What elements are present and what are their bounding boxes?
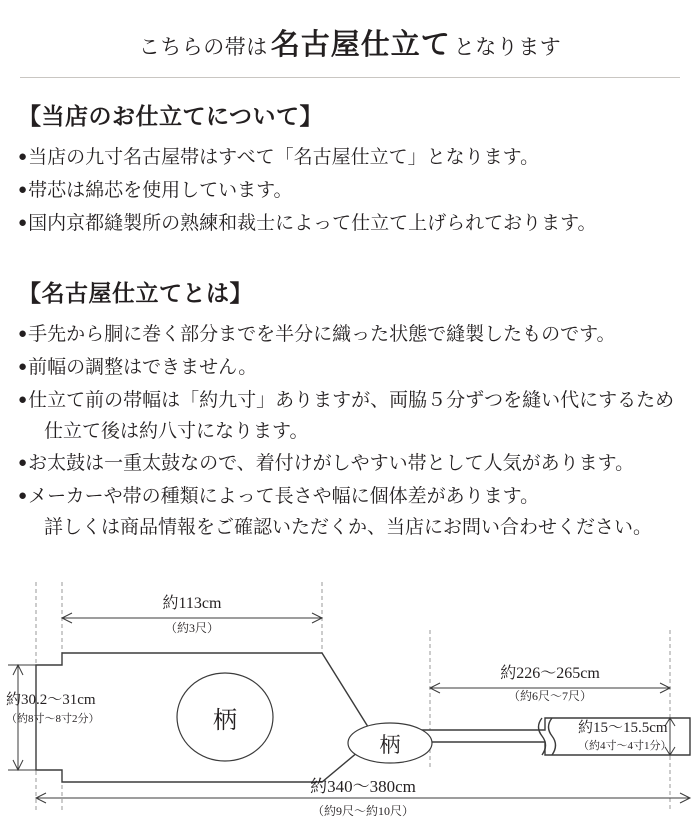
dimension-total-cm: 約340〜380cm: [310, 777, 416, 796]
page-title-emphasis: 名古屋仕立て: [270, 29, 451, 61]
section-title: 【当店のお仕立てについて】: [18, 104, 324, 129]
list-item-text: 帯芯は綿芯を使用しています。: [28, 179, 293, 201]
bullet-icon: ●: [18, 359, 28, 376]
list-item-text: 国内京都縫製所の熟練和裁士によって仕立て上げられております。: [28, 212, 597, 234]
list-item-text: 前幅の調整はできません。: [28, 357, 258, 379]
page-title: [0, 0, 700, 63]
dimension-right-height-shaku: （約4寸〜4寸1分）: [578, 740, 672, 752]
header-divider: [20, 77, 680, 78]
list-item: [18, 482, 682, 544]
page-title-suffix: となります: [453, 35, 562, 59]
section-what-is-nagoya: [18, 275, 682, 543]
bullet-icon: ●: [18, 326, 28, 343]
bullet-icon: ●: [18, 455, 28, 472]
obi-dimensions-diagram: [0, 570, 700, 840]
list-item-continuation: 詳しくは商品情報をご確認いただくか、当店にお問い合わせください。: [44, 516, 653, 538]
dimension-top-cm: 約113cm: [162, 595, 222, 612]
list-item-text: お太鼓は一重太鼓なので、着付けがしやすい帯として人気があります。: [28, 453, 635, 475]
list-item: [18, 386, 682, 448]
pattern-label-large: 柄: [213, 708, 237, 734]
bullet-icon: ●: [18, 149, 28, 165]
section-shop-tailoring: [18, 98, 682, 239]
bullet-icon: ●: [18, 214, 28, 231]
bullet-list: [18, 320, 682, 543]
dimension-top-shaku: （約3尺）: [164, 621, 220, 635]
list-item: [18, 449, 682, 480]
list-item: [18, 353, 682, 384]
list-item: [18, 209, 682, 240]
list-item: [18, 143, 682, 174]
list-item-text: 当店の九寸名古屋帯はすべて「名古屋仕立て」となります。: [28, 147, 540, 168]
bullet-icon: ●: [18, 391, 28, 408]
section-title: 【名古屋仕立てとは】: [18, 281, 253, 307]
dimension-left-height-cm: 約30.2〜31cm: [6, 692, 96, 708]
list-item-continuation: 仕立て後は約八寸になります。: [44, 420, 309, 442]
list-item: [18, 320, 682, 351]
list-item: [18, 176, 682, 207]
dimension-right-cm: 約226〜265cm: [500, 665, 600, 682]
pattern-label-small: 柄: [379, 733, 401, 757]
list-item-text: 手先から胴に巻く部分までを半分に織った状態で縫製したものです。: [28, 324, 616, 346]
bullet-icon: ●: [18, 488, 28, 505]
list-item-text: メーカーや帯の種類によって長さや幅に個体差があります。: [28, 486, 540, 508]
dimension-total-shaku: （約9尺〜約10尺）: [311, 804, 415, 818]
bullet-list: [18, 143, 682, 239]
bullet-icon: ●: [18, 181, 28, 198]
list-item-text: 仕立て前の帯幅は「約九寸」ありますが、両脇５分ずつを縫い代にするため: [28, 389, 675, 411]
dimension-right-shaku: （約6尺〜7尺）: [507, 689, 593, 703]
dimension-right-height-cm: 約15〜15.5cm: [578, 720, 668, 736]
dimension-left-height-shaku: （約8寸〜8寸2分）: [6, 713, 100, 725]
page-title-prefix: こちらの帯は: [138, 35, 268, 59]
